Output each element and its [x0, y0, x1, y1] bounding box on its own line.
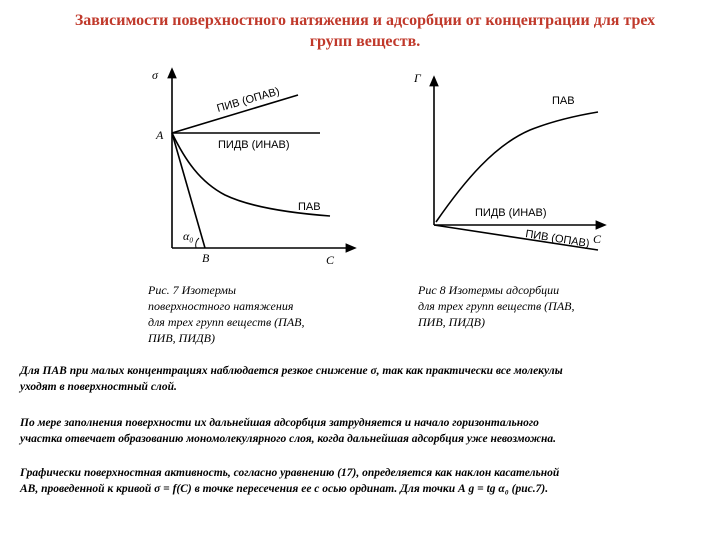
title-line-1: Зависимости поверхностного натяжения и адсорбции от концентрации для трех — [74, 12, 656, 29]
paragraph-1 — [20, 363, 700, 395]
fig8-pav-label: ПАВ — [552, 95, 575, 107]
fig7-caption-line: ПИВ, ПИДВ) — [148, 331, 215, 345]
figure-8 — [413, 71, 602, 250]
fig8-caption-line: Рис 8 Изотермы адсорбции — [418, 283, 560, 297]
fig8-caption-line: для трех групп веществ (ПАВ, — [418, 299, 575, 313]
paragraph-line: По мере заполнения поверхности их дальнейшая адсорбция затрудняется и начало горизонтального — [20, 417, 539, 429]
fig8-pav-curve — [436, 112, 598, 222]
fig7-caption-line: Рис. 7 Изотермы — [148, 283, 237, 297]
fig7-piv-label: ПИВ (ОПАВ) — [215, 85, 281, 115]
paragraph-line: уходят в поверхностный слой. — [20, 381, 177, 393]
fig7-caption — [148, 282, 304, 346]
fig7-point-a-label: А — [156, 128, 164, 142]
fig7-pidv-label: ПИДВ (ИНАВ) — [218, 139, 290, 151]
fig7-caption-line: поверхностного натяжения — [148, 299, 294, 313]
figure-7 — [152, 68, 352, 267]
fig8-x-axis-label: C — [593, 232, 602, 246]
paragraph-2 — [20, 415, 700, 447]
fig7-angle-label: α₀ — [183, 229, 194, 243]
fig8-piv-label: ПИВ (ОПАВ) — [524, 228, 591, 251]
paragraph-3 — [20, 465, 700, 497]
title-line-2: групп веществ. — [309, 33, 421, 50]
fig8-y-axis-label: Г — [414, 71, 421, 85]
paragraph-line: Для ПАВ при малых концентрациях наблюдается резкое снижение σ, так как практически все молекулы — [20, 365, 563, 377]
fig7-caption-line: для трех групп веществ (ПАВ, — [148, 315, 305, 329]
paragraph-line: АВ, проведенной к кривой σ = f(С) в точке пересечения ее с осью ординат. Для точки А g = tg α₀ (рис.7). — [20, 483, 549, 495]
fig7-angle-arc — [196, 238, 199, 248]
paragraph-line: участка отвечает образованию мономолекулярного слоя, когда дальнейшая адсорбция уже невозможна. — [20, 433, 557, 445]
fig7-point-b-label: В — [202, 251, 210, 265]
paragraph-line: Графически поверхностная активность, согласно уравнению (17), определяется как наклон касательной — [20, 467, 560, 479]
fig8-caption-line: ПИВ, ПИДВ) — [418, 315, 485, 329]
fig8-caption — [418, 282, 574, 330]
fig8-pidv-label: ПИДВ (ИНАВ) — [475, 207, 547, 219]
fig7-x-axis-label: C — [326, 253, 335, 267]
fig7-y-axis-label: σ — [152, 68, 158, 82]
fig7-pav-label: ПАВ — [298, 201, 321, 213]
